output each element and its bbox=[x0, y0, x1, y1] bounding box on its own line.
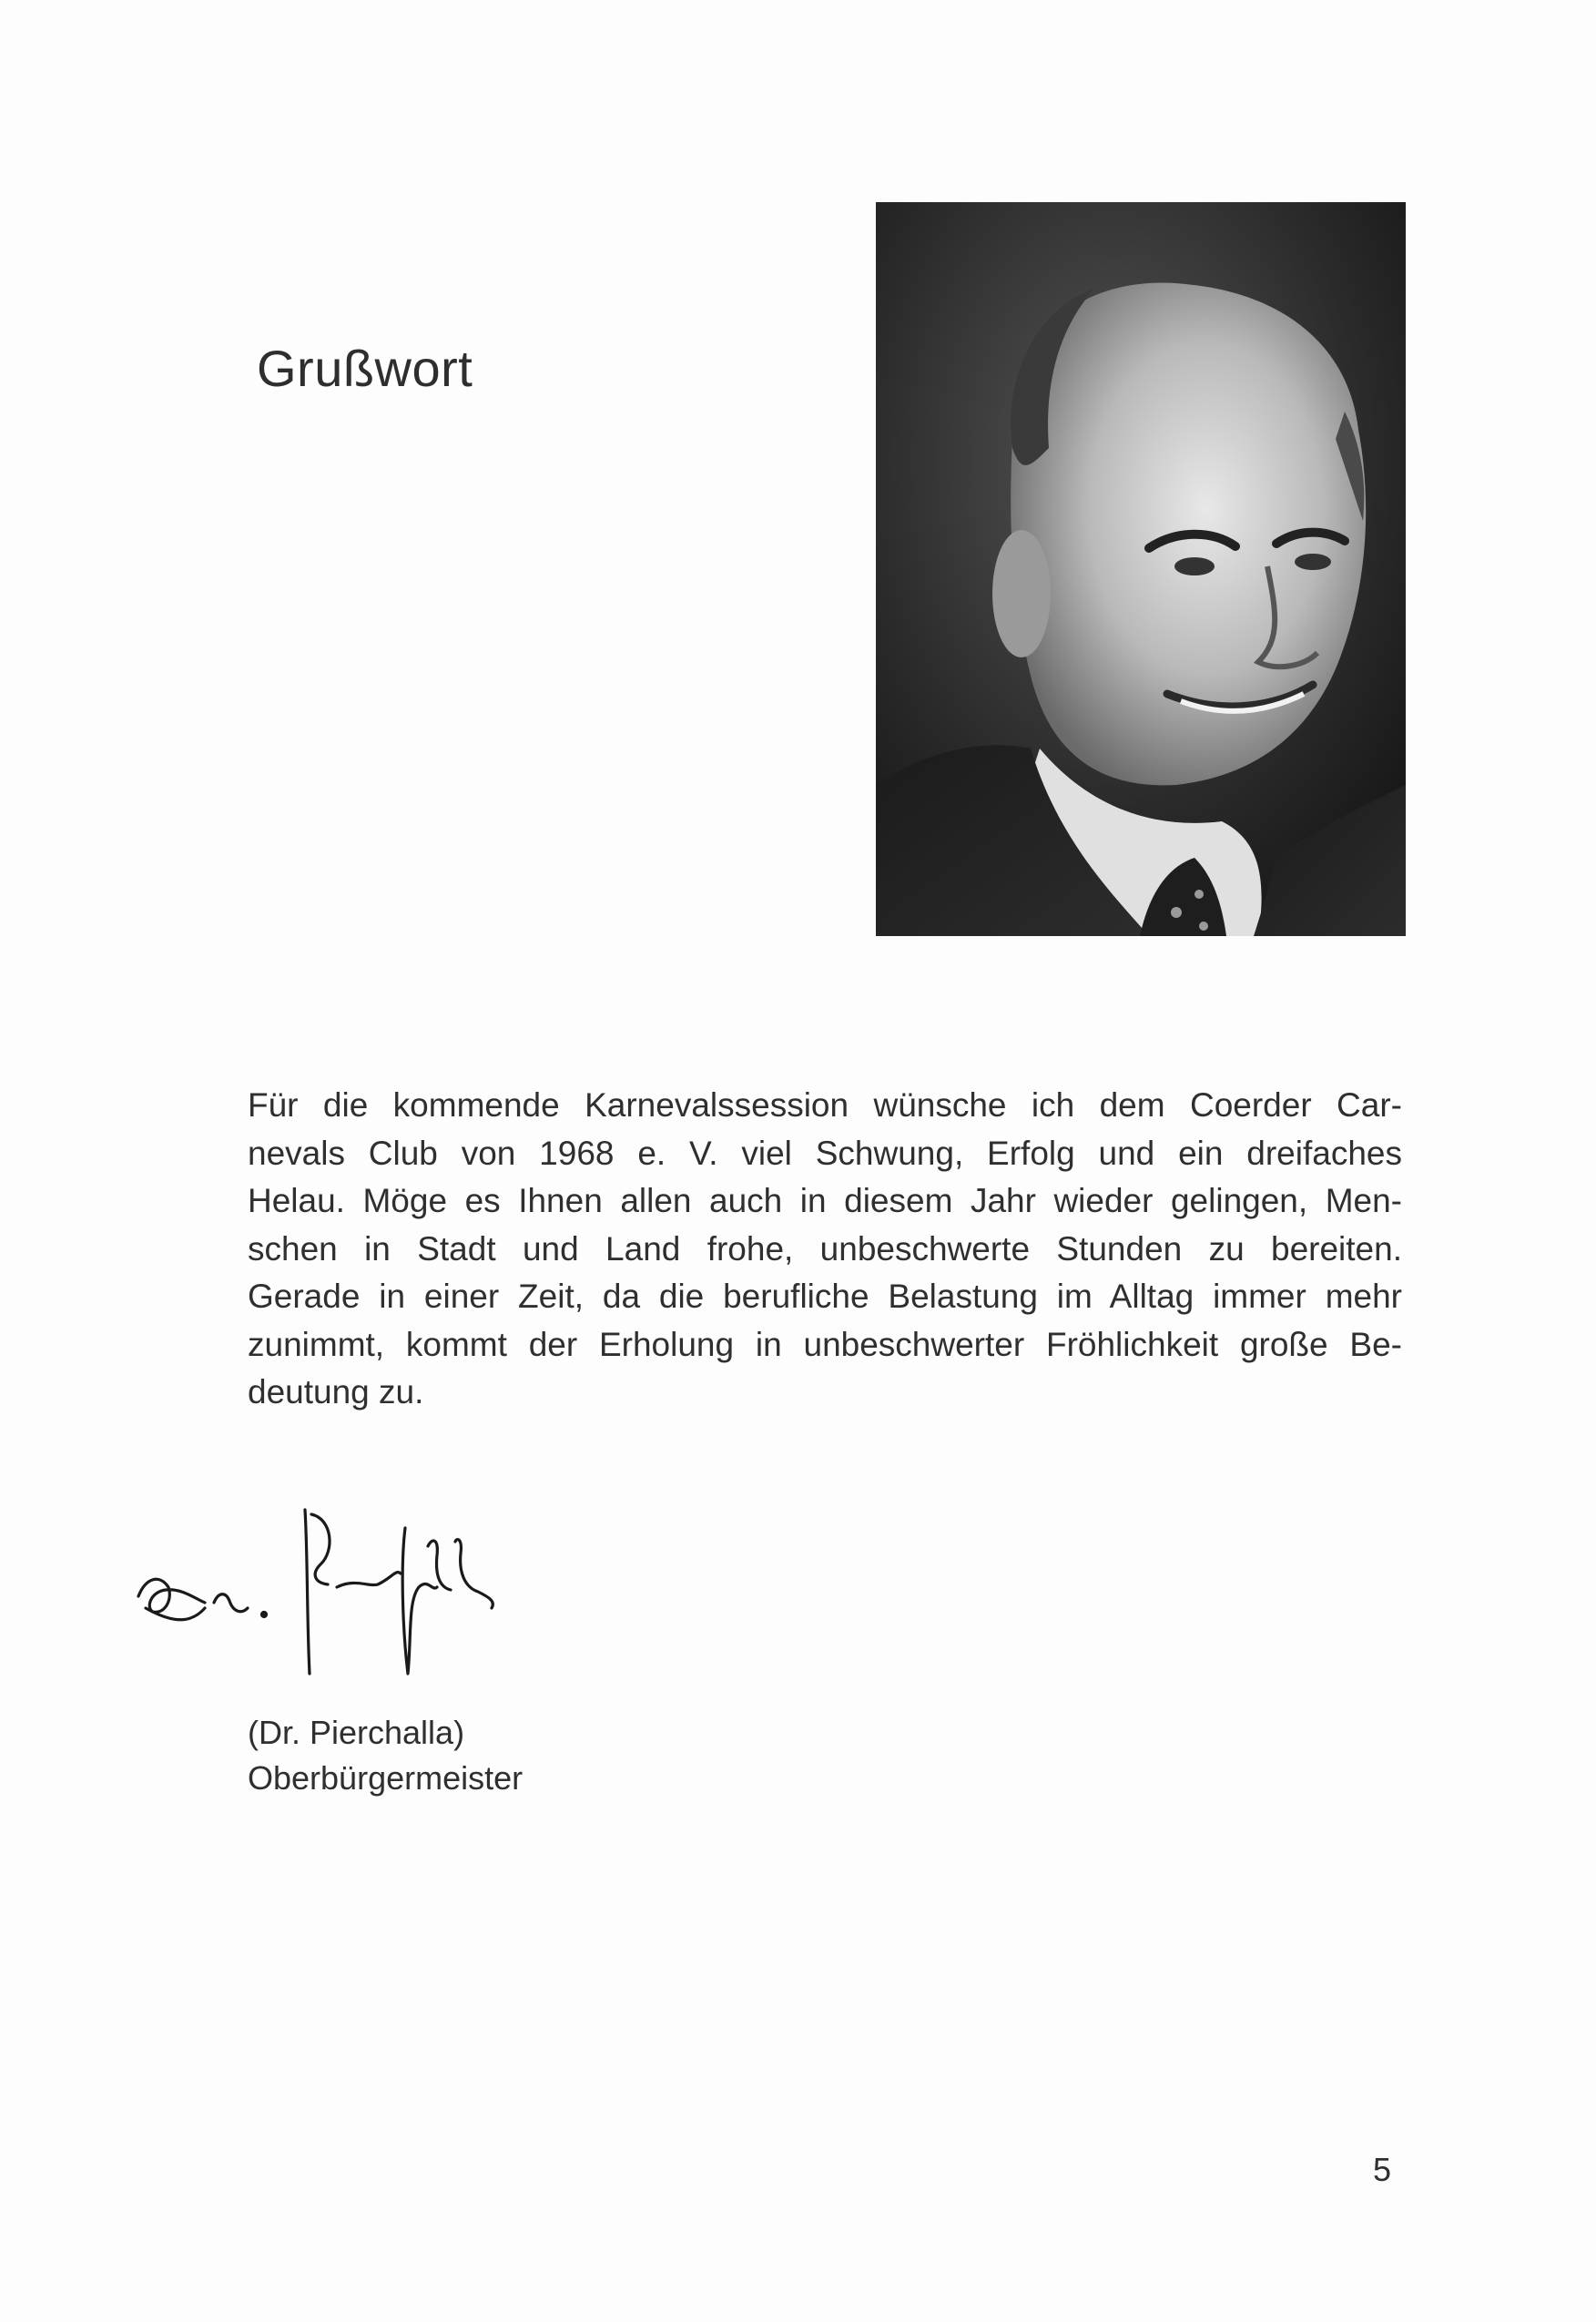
text-line: Helau. Möge es Ihnen allen auch in diesem Jahr wieder gelingen, Men- bbox=[248, 1182, 1402, 1219]
portrait-photo bbox=[876, 202, 1406, 936]
signer-block bbox=[248, 1710, 523, 1801]
page-title: Grußwort bbox=[257, 340, 473, 397]
text-line: Gerade in einer Zeit, da die berufliche Belastung im Alltag immer mehr bbox=[248, 1278, 1402, 1315]
signer-role: Oberbürgermeister bbox=[248, 1759, 524, 1797]
handwritten-signature bbox=[118, 1501, 628, 1701]
text-line: schen in Stadt und Land frohe, unbeschwerte Stunden zu bereiten. bbox=[248, 1229, 1402, 1268]
signer-name: (Dr. Pierchalla) bbox=[248, 1714, 465, 1751]
text-line: deutung zu. bbox=[248, 1373, 424, 1411]
page-number: 5 bbox=[1373, 2151, 1392, 2188]
text-line: Für die kommende Karnevalssession wünsche ich dem Coerder Car- bbox=[248, 1086, 1402, 1124]
greeting-text bbox=[248, 1082, 1402, 1417]
text-line: nevals Club von 1968 e. V. viel Schwung, Erfolg und ein dreifaches bbox=[248, 1134, 1402, 1172]
text-line: zunimmt, kommt der Erholung in unbeschwerter Fröhlichkeit große Be- bbox=[248, 1325, 1402, 1363]
